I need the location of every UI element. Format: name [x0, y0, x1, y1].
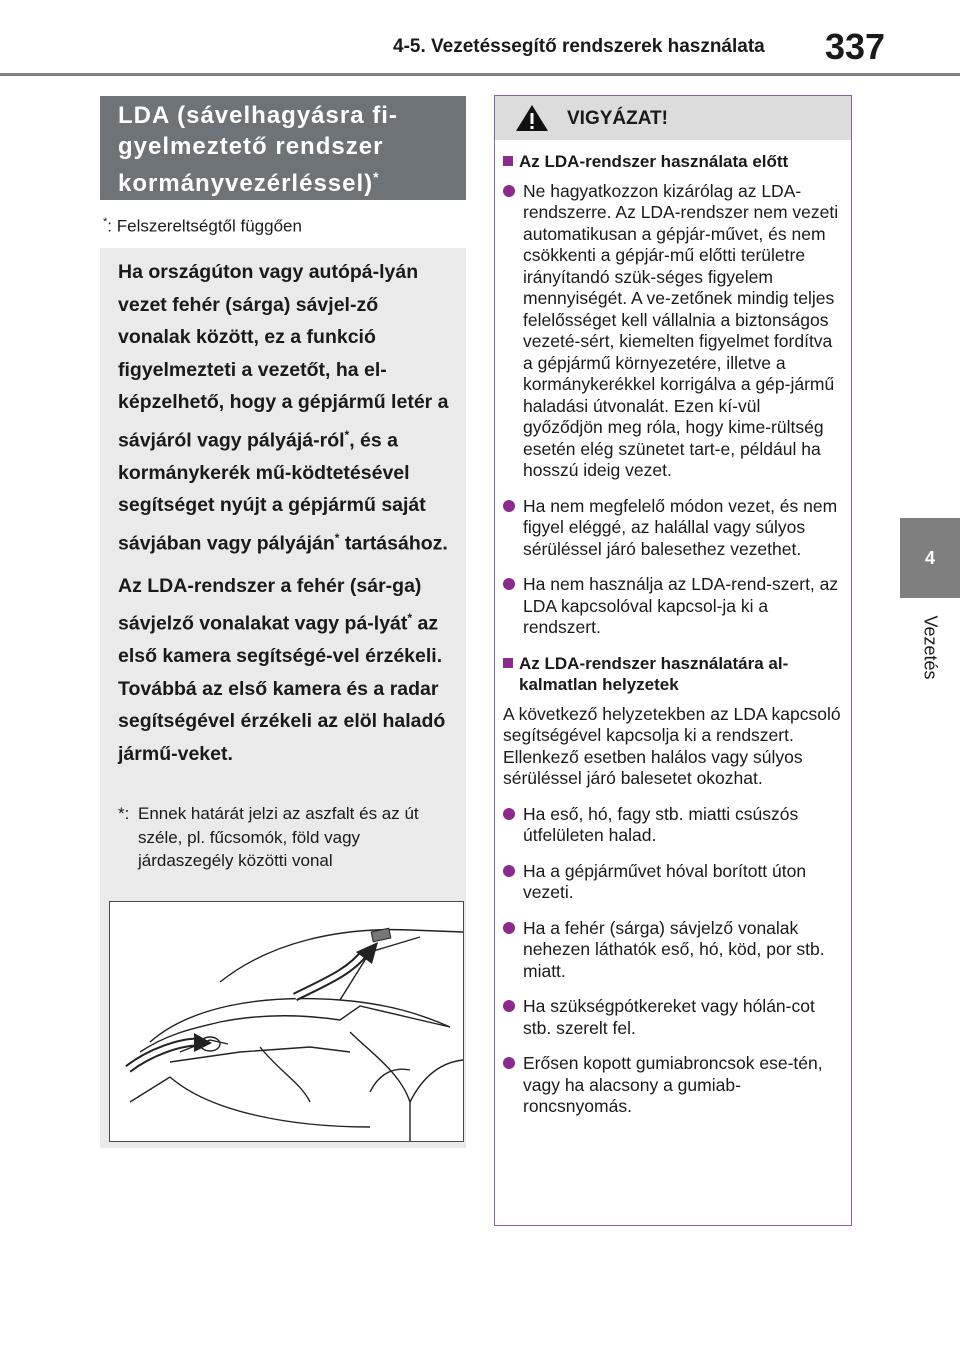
- section-title-text: LDA (sávelhagyásra fi-gyelmeztető rendszer kormányvezérléssel): [118, 102, 398, 197]
- caution-bullet-text: Ha a fehér (sárga) sávjelző vonalak nehezen láthatók eső, hó, köd, por stb. miatt.: [523, 917, 825, 981]
- intro-text: [118, 256, 453, 780]
- chapter-tab-number: [900, 518, 960, 598]
- intro-p2-part-a: Az LDA-rendszer a fehér (sár-ga) sávjelző vonalakat vagy pá-lyát: [118, 574, 422, 635]
- chapter-tab-label: [900, 600, 960, 695]
- caution-bullet-text: Ha nem használja az LDA-rend-szert, az LDA kapcsolóval kapcsol-ja ki a rendszert.: [523, 574, 839, 637]
- caution-title: VIGYÁZAT!: [567, 108, 668, 129]
- caution-heading-2-text: Az LDA-rendszer használatára al-kalmatlan helyzetek: [519, 653, 789, 694]
- round-bullet-icon: [503, 500, 515, 512]
- header-rule: [0, 73, 960, 76]
- caution-heading-2: [503, 653, 841, 696]
- round-bullet-icon: [503, 578, 515, 590]
- caution-bullet: [503, 496, 841, 561]
- caution-bullet-text: Ne hagyatkozzon kizárólag az LDA-rendszerre. Az LDA-rendszer nem vezeti automatikusan a gépjár-művet, és nem csökkenti a gépjár-mű előtti területre irányítandó szük-séges figyelem mennyiségét. A ve-zetőnek mindig teljes felelősséget kell vállalnia a biztonságos vezeté-sért, kiemelten figyelmet fordítva a gépjármű környezetére, illetve a kormánykerékkel korrigálva a gép-jármű haladási útvonalát. Ezen kí-vül győződjön meg róla, hogy kime-rültség esetén elég szünetet tart-e, például ha hosszú ideig vezet.: [523, 180, 839, 480]
- caution-paragraph: A következő helyzetekben az LDA kapcsoló segítségével kapcsolja ki a rendszert. Ellenkező esetben halálos vagy súlyos sérüléssel járó balesetet okozhat.: [503, 703, 841, 788]
- warning-triangle-icon: [515, 104, 549, 132]
- footnote-panel-text: Ennek határát jelzi az aszfalt és az út széle, pl. fűcsomók, föld vagy járdaszegély közötti vonal: [138, 804, 419, 870]
- intro-paragraph-1: [118, 256, 453, 560]
- footnote-panel-mark: *:: [118, 804, 130, 823]
- square-bullet-icon: [503, 156, 513, 166]
- caution-bullet-text: Ha nem megfelelő módon vezet, és nem figyel eléggé, az halállal vagy súlyos sérüléssel járó balesethez vezethet.: [523, 495, 838, 559]
- footnote-top-text: : Felszereltségtől függően: [107, 216, 302, 236]
- round-bullet-icon: [503, 922, 515, 934]
- caution-heading-1-text: Az LDA-rendszer használata előtt: [519, 152, 789, 171]
- round-bullet-icon: [503, 1000, 515, 1012]
- caution-bullet: [503, 1053, 841, 1118]
- intro-p1-part-c: tartásához.: [339, 532, 448, 554]
- round-bullet-icon: [503, 185, 515, 197]
- chapter-number: 4: [924, 547, 935, 568]
- round-bullet-icon: [503, 865, 515, 877]
- caution-bullet-text: Erősen kopott gumiabroncsok ese-tén, vagy ha alacsony a gumiab-roncsnyomás.: [523, 1053, 823, 1116]
- chapter-name: Vezetés: [920, 615, 941, 680]
- intro-mark: *: [334, 530, 340, 545]
- caution-heading-1: [503, 151, 841, 173]
- round-bullet-icon: [503, 808, 515, 820]
- caution-bullet: [503, 574, 841, 639]
- car-front-camera-illustration: [110, 902, 463, 1141]
- caution-bullet: [503, 804, 841, 847]
- intro-paragraph-2: [118, 570, 453, 771]
- caution-bullet: [503, 918, 841, 983]
- caution-bullet-text: Ha a gépjárművet hóval borított úton vezeti.: [523, 860, 807, 902]
- square-bullet-icon: [503, 658, 513, 668]
- caution-bullet-text: Ha szükségpótkereket vagy hólán-cot stb. szerelt fel.: [523, 996, 815, 1038]
- car-camera-illustration: [109, 901, 464, 1142]
- intro-p1-part-b: , és a kormánykerék mű-ködtetésével segítséget nyújt a gépjármű saját sávjában vagy pályáján: [118, 429, 426, 554]
- footnote-panel: [118, 802, 453, 873]
- page-number: 337: [825, 26, 886, 67]
- caution-bullet: [503, 861, 841, 904]
- caution-bullet-text: Ha eső, hó, fagy stb. miatti csúszós útfelületen halad.: [523, 803, 799, 845]
- intro-p2-part-b: az első kamera segítségé-vel érzékeli. Továbbá az első kamera és a radar segítségével érzékeli az elöl haladó jármű-veket.: [118, 612, 446, 765]
- caution-box: [494, 95, 852, 1226]
- caution-bullet: [503, 996, 841, 1039]
- intro-mark: *: [344, 427, 350, 442]
- footnote-top-mark: *: [103, 216, 108, 228]
- intro-p1-part-a: Ha országúton vagy autópá-lyán vezet fehér (sárga) sávjel-ző vonalak között, ez a funkció figyelmezteti a vezetőt, ha el-képzelhető, hogy a gépjármű letér a sávjáról vagy pályájá-ról: [118, 261, 449, 451]
- caution-body: [495, 140, 851, 1118]
- page-header-title: 4-5. Vezetéssegítő rendszerek használata: [393, 36, 765, 57]
- footnote-top: [103, 216, 302, 237]
- round-bullet-icon: [503, 1057, 515, 1069]
- intro-mark: *: [407, 611, 413, 625]
- caution-bullet: [503, 181, 841, 482]
- section-title: [100, 96, 466, 200]
- caution-header: [495, 96, 851, 140]
- section-title-mark: *: [373, 169, 380, 185]
